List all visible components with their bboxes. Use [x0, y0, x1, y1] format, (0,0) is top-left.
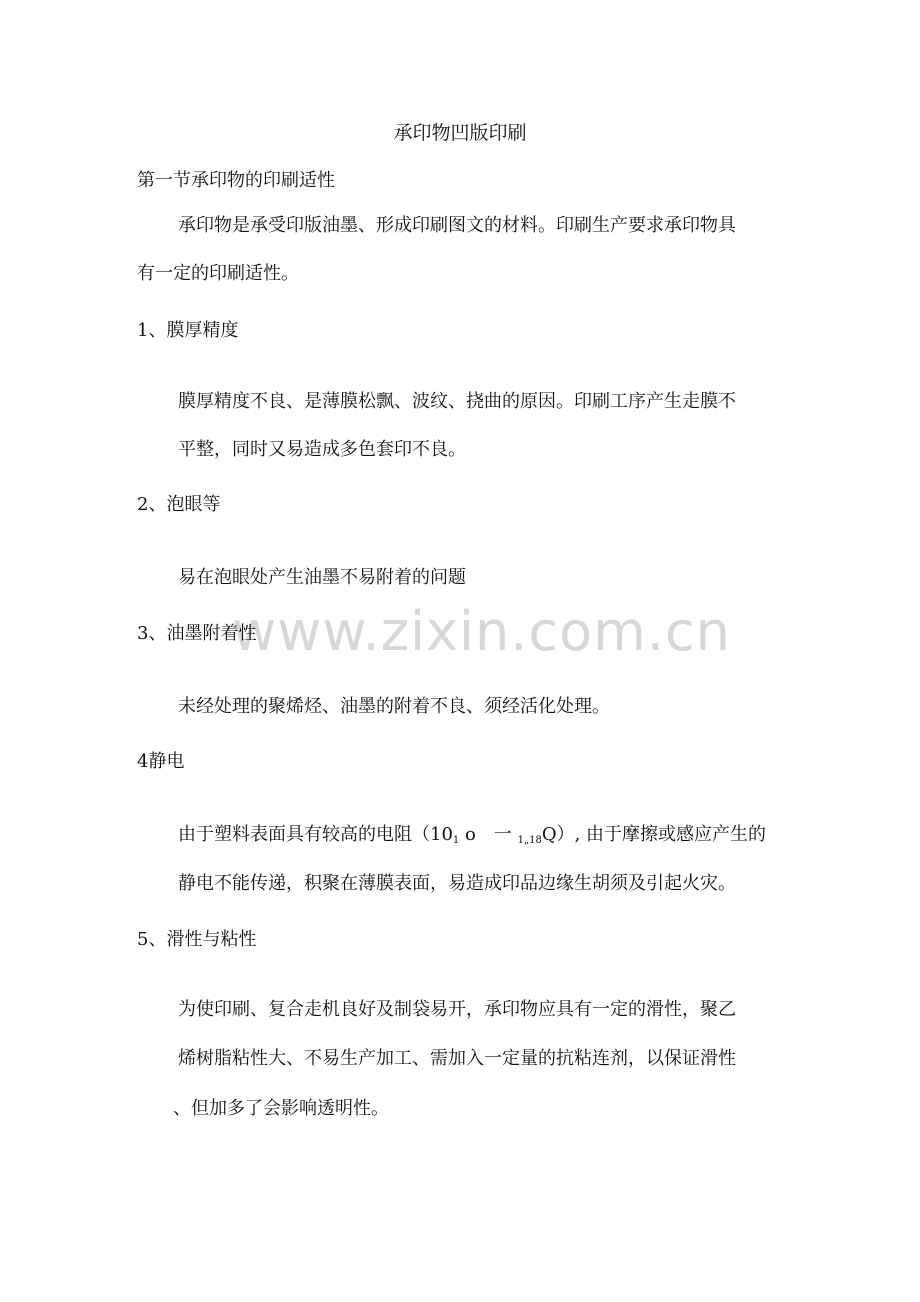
item-5-text-line-1: 为使印刷、复合走机良好及制袋易开，承印物应具有一定的滑性，聚乙: [178, 999, 736, 1020]
item-3-heading: 3、油墨附着性: [137, 623, 257, 644]
item-4-text-prefix: 由于塑料表面具有较高的电阻（10: [178, 824, 453, 845]
intro-paragraph-line-1: 承印物是承受印版油墨、形成印刷图文的材料。印刷生产要求承印物具: [178, 215, 736, 236]
item-1-text-line-2: 平整，同时又易造成多色套印不良。: [178, 439, 466, 460]
document-title: 承印物凹版印刷: [393, 122, 527, 144]
item-4-text-line-2: 静电不能传递，积聚在薄膜表面，易造成印品边缘生胡须及引起火灾。: [178, 873, 736, 894]
item-3-text-line-1: 未经处理的聚烯烃、油墨的附着不良、须经活化处理。: [178, 696, 610, 717]
item-4-subscript-2: 1„18: [517, 835, 542, 846]
item-1-text-line-1: 膜厚精度不良、是薄膜松飘、波纹、挠曲的原因。印刷工序产生走膜不: [178, 391, 736, 412]
item-5-heading: 5、滑性与粘性: [137, 929, 257, 950]
item-1-heading: 1、膜厚精度: [137, 320, 239, 341]
item-4-text-line-1: [178, 823, 766, 853]
item-5-text-line-3: 、但加多了会影响透明性。: [173, 1098, 389, 1119]
item-4-text-mid: o 一: [459, 824, 518, 845]
item-4-heading: 4静电: [137, 751, 185, 772]
item-4-text-suffix: Q）, 由于摩擦或感应产生的: [541, 824, 767, 845]
item-4-subscript-1: 1: [452, 835, 460, 846]
watermark: www.zixin.com.cn: [232, 600, 731, 663]
intro-paragraph-line-2: 有一定的印刷适性。: [137, 263, 299, 284]
item-5-text-line-2: 烯树脂粘性大、不易生产加工、需加入一定量的抗粘连剂，以保证滑性: [178, 1048, 736, 1069]
item-2-heading: 2、泡眼等: [137, 494, 221, 515]
item-2-text-line-1: 易在泡眼处产生油墨不易附着的问题: [178, 567, 466, 588]
section-heading: 第一节承印物的印刷适性: [137, 170, 335, 191]
